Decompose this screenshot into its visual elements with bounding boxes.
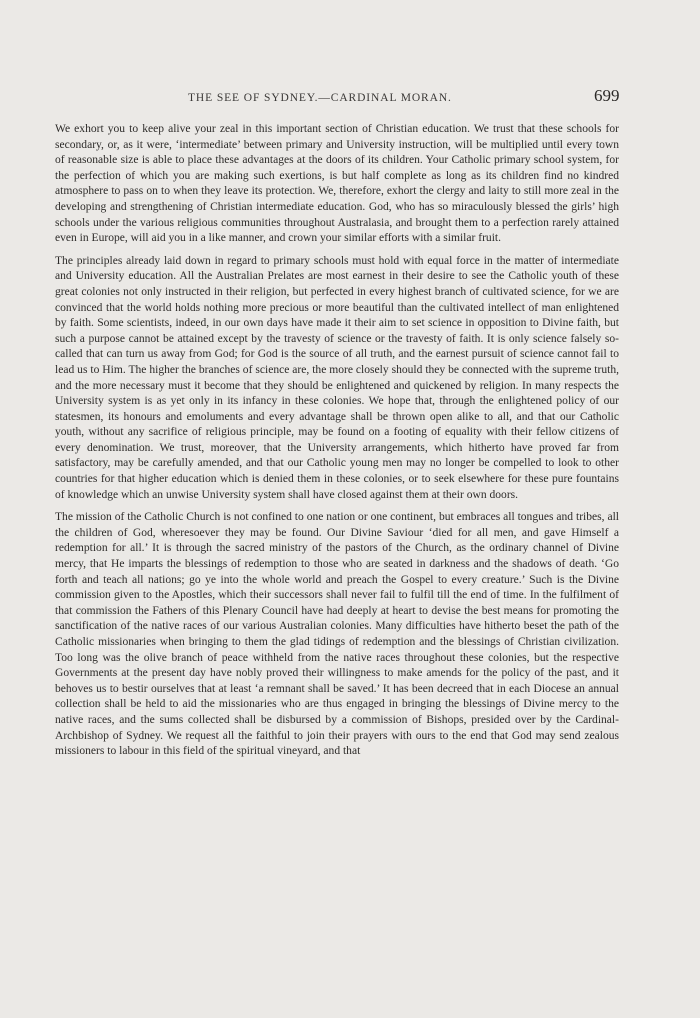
page-number: 699 [594,86,620,105]
paragraph: The principles already laid down in regard to primary schools must hold with equal force in the matter of intermediate and University education. All the Australian Prelates are most earnest in their desire to see the Catholic youth of these great colonies not only instructed in their religion, but perfected in every highest branch of cultivated science, for we are convinced that the world holds nothing more precious or more beautiful than the cultivated intellect of man enlightened by faith. Some scientists, indeed, in our own days have made it their aim to set science in opposition to Divine faith, but such a purpose cannot be attained except by the travesty of science or the travesty of faith. It is only science falsely so-called that can turn us away from God; for God is the source of all truth, and the earnest pursuit of science cannot fail to lead us to Him. The higher the branches of science are, the more closely should they be connected with the supreme truth, and the more necessary must it become that they should be enlightened and quickened by religion. In many respects the University system is as yet only in its infancy in these colonies. We hope that, through the enlightened policy of our statesmen, its honours and emoluments and every advantage shall be thrown open alike to all, and that our Catholic youth, without any sacrifice of religious principle, may be found on a footing of equality with their fellow citizens of every denomination. We trust, moreover, that the University arrangements, which hitherto have proved far from satisfactory, may be carefully amended, and that our Catholic young men may no longer be compelled to look to other countries for that higher education which is denied them in these colonies, or to seek elsewhere for these pure fountains of knowledge which an unwise University system shall have closed against them at their own doors. [55,254,619,501]
running-header [0,86,700,110]
running-title: THE SEE OF SYDNEY.—CARDINAL MORAN. [188,92,452,104]
body-text [55,122,619,767]
paragraph: We exhort you to keep alive your zeal in this important section of Christian education. We trust that these schools for secondary, or, as it were, ‘intermediate’ between primary and University instruction, will be multiplied until every town of reasonable size is able to place these advantages at the doors of its children. Your Catholic primary school system, for the perfection of which you are making such exertions, is but half complete as long as its children find no kindred atmosphere to pass on to when they leave its protection. We, therefore, exhort the clergy and laity to still more zeal in the developing and strengthening of Christian intermediate education. God, who has so miraculously blessed the girls’ high schools under the various religious communities throughout Australasia, and brought them to a perfection rarely attained even in Europe, will aid you in a like manner, and crown your similar efforts with a similar fruit. [55,123,619,245]
paragraph: The mission of the Catholic Church is not confined to one nation or one continent, but embraces all tongues and tribes, all the children of God, wheresoever they may be found. Our Divine Saviour ‘died for all men, and gave Himself a redemption for all.’ It is through the sacred ministry of the pastors of the Church, as the ordinary channel of Divine mercy, that He imparts the blessings of redemption to those who are seated in darkness and the shadows of death. ‘Go forth and teach all nations; go ye into the whole world and preach the Gospel to every creature.’ Such is the Divine commission given to the Apostles, which their successors shall never fail to fulfil till the end of time. In the fulfilment of that commission the Fathers of this Plenary Council have had deeply at heart to devise the best means for promoting the sanctification of the native races of our various Australian colonies. Many difficulties have hitherto beset the path of the Catholic missionaries when bringing to them the glad tidings of redemption and the blessings of Christian civilization. Too long was the olive branch of peace withheld from the native races throughout these colonies, but the respective Governments at the present day have nobly proved their willingness to make amends for the policy of the past, and it behoves us to bestir ourselves that at least ‘a remnant shall be saved.’ It has been decreed that in each Diocese an annual collection shall be held to aid the missionaries who are thus engaged in bringing the blessings of Divine mercy to the native races, and the sums collected shall be disbursed by a commission of Bishops, presided over by the Cardinal-Archbishop of Sydney. We request all the faithful to join their prayers with ours to the end that God may send zealous missioners to labour in this field of the spiritual vineyard, and that [55,511,619,758]
